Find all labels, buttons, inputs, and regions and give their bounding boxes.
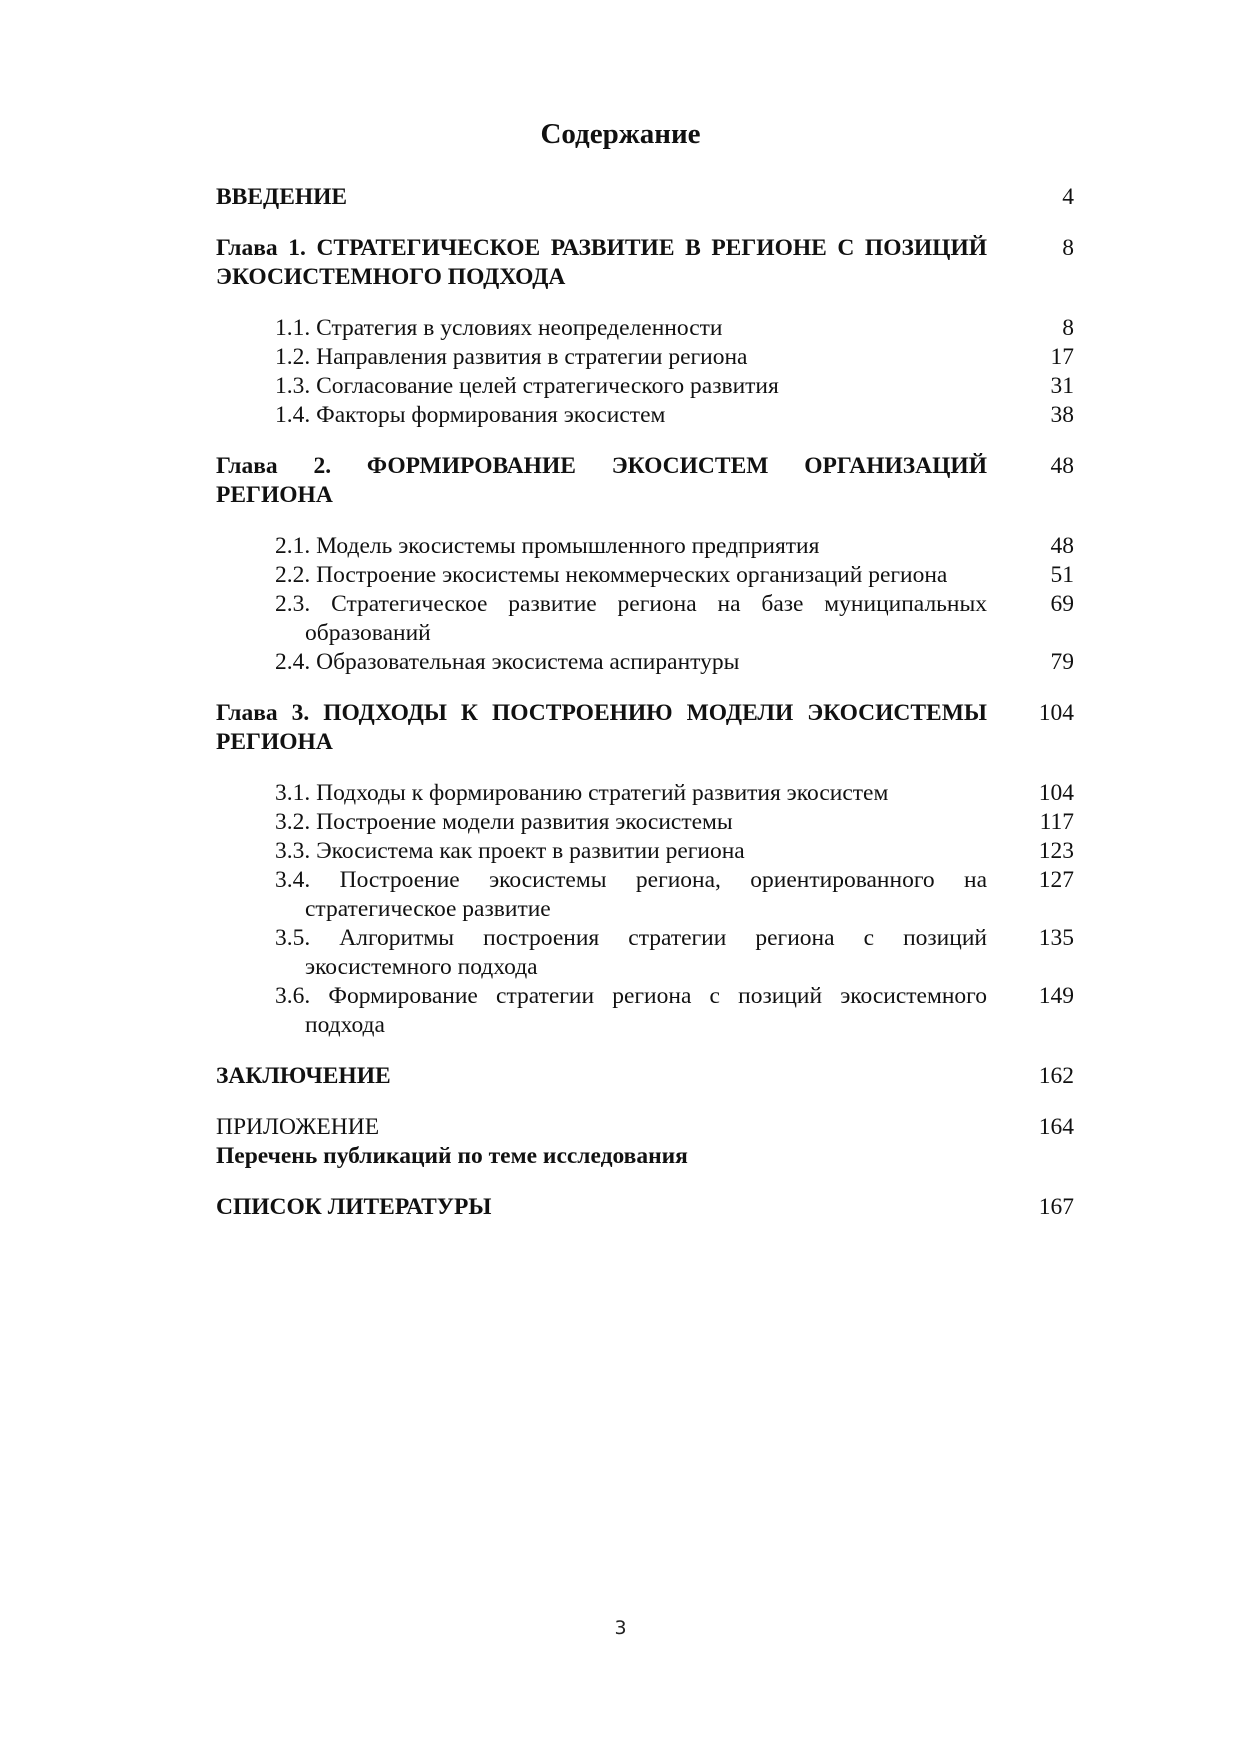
toc-entry-text: 2.4. Образовательная экосистема аспирантуры [275, 649, 740, 675]
toc-entry-page: 135 [1038, 925, 1074, 951]
toc-entry-introduction[interactable] [216, 183, 1074, 212]
toc-section-3-1[interactable] [275, 779, 1074, 808]
toc-entry-conclusion[interactable] [216, 1062, 1074, 1091]
toc-entry-page: 4 [1062, 184, 1074, 210]
toc-entry-text: 2.3. Стратегическое развитие региона на базе муниципальных образований [275, 591, 987, 646]
toc-entry-page: 117 [1039, 809, 1074, 835]
toc-section-1-2[interactable] [275, 343, 1074, 372]
toc-section-1-1[interactable] [275, 314, 1074, 343]
toc-section-3-6[interactable] [275, 982, 1074, 1040]
toc-chapter-1[interactable] [216, 234, 1074, 292]
toc-entry-page: 38 [1050, 402, 1074, 428]
toc-chapter-3[interactable] [216, 699, 1074, 757]
toc-entry-page: 79 [1050, 649, 1074, 675]
toc-section-3-2[interactable] [275, 808, 1074, 837]
toc-entry-text: 3.5. Алгоритмы построения стратегии региона с позиций экосистемного подхода [275, 925, 987, 980]
toc-entry-text: 1.3. Согласование целей стратегического развития [275, 373, 779, 399]
toc-entry-text: ВВЕДЕНИЕ [216, 184, 348, 210]
toc-entry-text: ЗАКЛЮЧЕНИЕ [216, 1063, 391, 1089]
toc-entry-page: 8 [1062, 235, 1074, 261]
toc-entry-text: 2.1. Модель экосистемы промышленного предприятия [275, 533, 820, 559]
toc-entry-text: 3.1. Подходы к формированию стратегий развития экосистем [275, 780, 889, 806]
toc-entry-text: Глава 3. ПОДХОДЫ К ПОСТРОЕНИЮ МОДЕЛИ ЭКОСИСТЕМЫ РЕГИОНА [216, 700, 987, 755]
toc-entry-page: 164 [1038, 1114, 1074, 1140]
toc-entry-page: 51 [1050, 562, 1074, 588]
toc-entry-page: 123 [1038, 838, 1074, 864]
toc-entry-page: 69 [1050, 591, 1074, 617]
toc-appendix-subtitle [216, 1142, 1074, 1171]
toc-entry-page: 8 [1062, 315, 1074, 341]
toc-section-3-3[interactable] [275, 837, 1074, 866]
toc-entry-text: Глава 1. СТРАТЕГИЧЕСКОЕ РАЗВИТИЕ В РЕГИОНЕ С ПОЗИЦИЙ ЭКОСИСТЕМНОГО ПОДХОДА [216, 235, 987, 290]
toc-entry-text: Глава 2. ФОРМИРОВАНИЕ ЭКОСИСТЕМ ОРГАНИЗАЦИЙ РЕГИОНА [216, 453, 987, 508]
toc-section-3-4[interactable] [275, 866, 1074, 924]
table-of-contents [216, 183, 1074, 1222]
toc-entry-text: 2.2. Построение экосистемы некоммерческих организаций региона [275, 562, 948, 588]
toc-entry-text: Перечень публикаций по теме исследования [216, 1143, 688, 1169]
toc-section-3-5[interactable] [275, 924, 1074, 982]
toc-entry-references[interactable] [216, 1193, 1074, 1222]
toc-entry-text: 3.3. Экосистема как проект в развитии региона [275, 838, 745, 864]
toc-section-2-1[interactable] [275, 532, 1074, 561]
toc-title: Содержание [540, 118, 701, 150]
toc-entry-text: СПИСОК ЛИТЕРАТУРЫ [216, 1194, 492, 1220]
toc-entry-text: 3.2. Построение модели развития экосистемы [275, 809, 733, 835]
toc-entry-page: 149 [1038, 983, 1074, 1009]
toc-section-2-4[interactable] [275, 648, 1074, 677]
toc-entry-page: 127 [1038, 867, 1074, 893]
toc-section-1-4[interactable] [275, 401, 1074, 430]
toc-entry-page: 104 [1038, 780, 1074, 806]
toc-entry-page: 31 [1050, 373, 1074, 399]
toc-entry-page: 17 [1050, 344, 1074, 370]
toc-entry-text: 3.6. Формирование стратегии региона с позиций экосистемного подхода [275, 983, 987, 1038]
toc-entry-page: 104 [1038, 700, 1074, 726]
toc-entry-text: 1.2. Направления развития в стратегии региона [275, 344, 748, 370]
page-number: 3 [614, 1617, 627, 1639]
toc-section-2-3[interactable] [275, 590, 1074, 648]
toc-chapter-2[interactable] [216, 452, 1074, 510]
toc-entry-page: 48 [1050, 453, 1074, 479]
toc-entry-page: 167 [1038, 1194, 1074, 1220]
toc-section-2-2[interactable] [275, 561, 1074, 590]
toc-entry-page: 162 [1038, 1063, 1074, 1089]
toc-entry-text: 3.4. Построение экосистемы региона, ориентированного на стратегическое развитие [275, 867, 987, 922]
toc-entry-text: 1.4. Факторы формирования экосистем [275, 402, 666, 428]
toc-entry-text: ПРИЛОЖЕНИЕ [216, 1114, 380, 1140]
toc-entry-appendix[interactable] [216, 1113, 1074, 1142]
toc-section-1-3[interactable] [275, 372, 1074, 401]
toc-entry-text: 1.1. Стратегия в условиях неопределенности [275, 315, 723, 341]
toc-entry-page: 48 [1050, 533, 1074, 559]
